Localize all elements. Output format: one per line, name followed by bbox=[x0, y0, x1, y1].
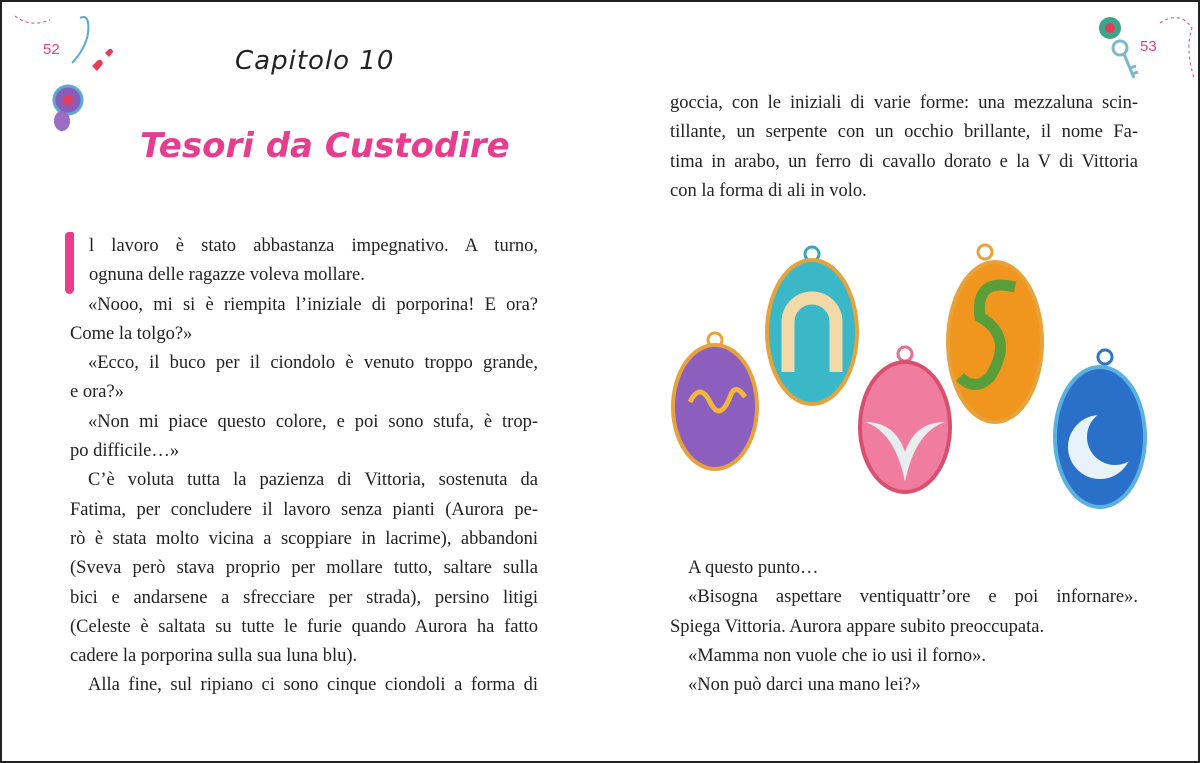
page-number-right: 53 bbox=[1140, 38, 1157, 55]
text-line: e ora?» bbox=[70, 382, 124, 403]
text-line: Spiega Vittoria. Aurora appare subito preoccupata. bbox=[670, 616, 1045, 637]
text-line: con la forma di ali in volo. bbox=[670, 180, 867, 201]
text-line: Come la tolgo?» bbox=[70, 323, 193, 344]
chapter-title: Tesori da Custodire bbox=[140, 126, 510, 166]
text-line: goccia, con le iniziali di varie forme: una mezzaluna scin- bbox=[670, 93, 1138, 113]
text-line: rò è stata molto vicina a scoppiare in lacrime), abbandoni bbox=[70, 528, 538, 549]
text-line: C’è voluta tutta la pazienza di Vittoria, sostenuta da bbox=[88, 470, 538, 491]
text-line: «Nooo, mi si è riempita l’iniziale di porporina! E ora? bbox=[88, 294, 538, 315]
text-line: «Non può darci una mano lei?» bbox=[688, 675, 921, 696]
text-line: l lavoro è stato abbastanza impegnativo. A turno, bbox=[89, 236, 538, 256]
text-line: tillante, un serpente con un occhio brillante, il nome Fa- bbox=[670, 122, 1138, 143]
text-line: tima in arabo, un ferro di cavallo dorato e la V di Vittoria bbox=[670, 151, 1138, 172]
text-line: «Bisogna aspettare ventiquattr’ore e poi infornare». bbox=[688, 587, 1138, 608]
text-line: «Mamma non vuole che io usi il forno». bbox=[688, 645, 987, 666]
pendant-wings bbox=[860, 347, 950, 492]
left-page-text bbox=[70, 232, 538, 701]
text-line: cadere la porporina sulla sua luna blu). bbox=[70, 646, 358, 667]
text-line: bici e andarsene a sfrecciare per strada), persino litigi bbox=[70, 587, 538, 608]
pendants-illustration bbox=[660, 232, 1160, 522]
text-line: «Non mi piace questo colore, e poi sono stufa, è trop- bbox=[88, 411, 538, 432]
text-line: Alla fine, sul ripiano ci sono cinque ciondoli a forma di bbox=[88, 675, 538, 696]
text-line: Fatima, per concludere il lavoro senza pianti (Aurora pe- bbox=[70, 499, 538, 520]
text-line: ognuna delle ragazze voleva mollare. bbox=[89, 265, 365, 286]
pendant-moon bbox=[1055, 350, 1145, 507]
text-line: «Ecco, il buco per il ciondolo è venuto troppo grande, bbox=[88, 353, 538, 374]
chapter-heading: Capitolo 10 bbox=[235, 46, 395, 76]
text-line: A questo punto… bbox=[688, 558, 819, 578]
text-line: (Celeste è saltata su tutte le furie quando Aurora ha fatto bbox=[70, 616, 538, 637]
page-number-left: 52 bbox=[43, 41, 60, 58]
pendant-snake bbox=[948, 245, 1042, 422]
earring-decoration-icon bbox=[10, 8, 120, 138]
text-line: po difficile…» bbox=[70, 441, 180, 462]
right-page-text-top bbox=[670, 89, 1138, 206]
pendant-fatima bbox=[673, 333, 757, 469]
right-page-text-bottom bbox=[670, 554, 1138, 700]
pendant-horseshoe bbox=[767, 247, 857, 404]
text-line: (Sveva però stava proprio per mollare tutto, saltare sulla bbox=[70, 558, 538, 579]
